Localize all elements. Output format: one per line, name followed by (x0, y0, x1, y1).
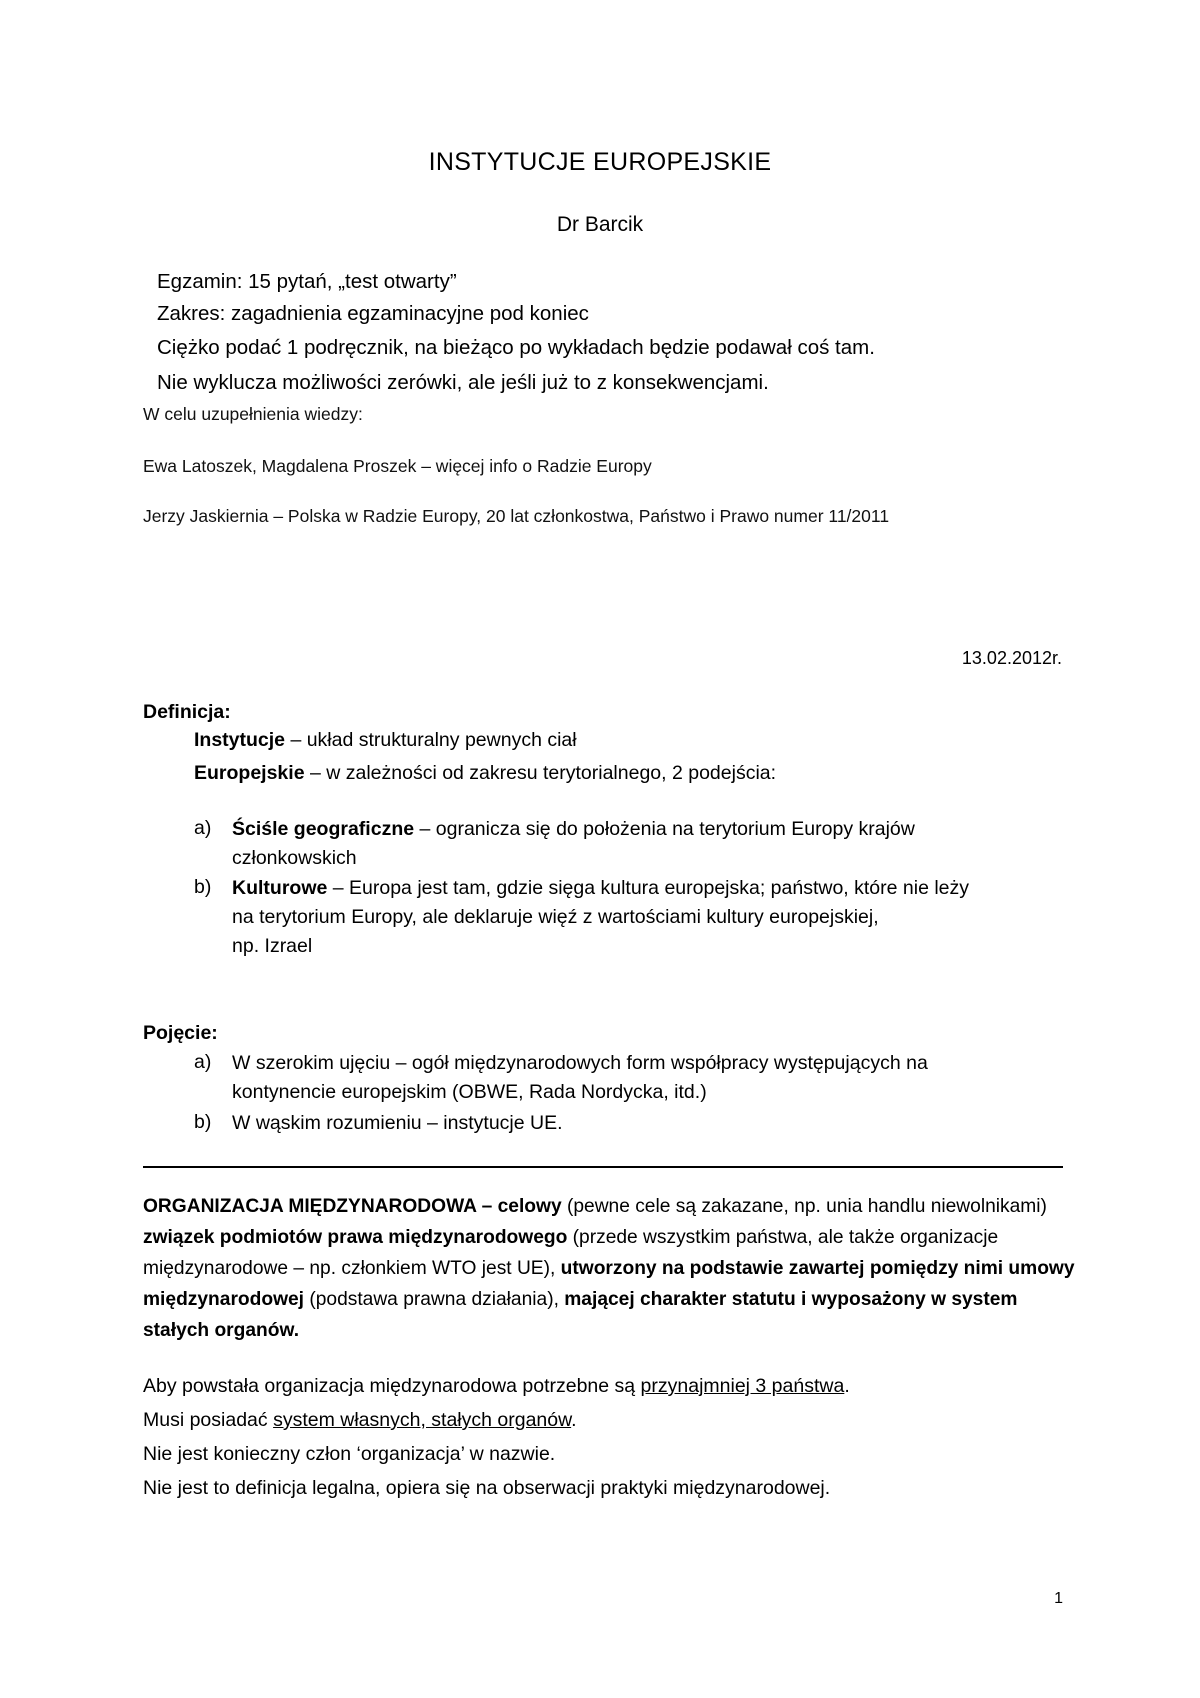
lecture-date: 13.02.2012r. (961, 648, 1062, 668)
horizontal-divider (143, 1166, 1063, 1168)
statement-line: Aby powstała organizacja międzynarodowa potrzebne są przynajmniej 3 państwa. (143, 1375, 850, 1397)
section-heading-pojecie: Pojęcie: (143, 1022, 218, 1044)
definition-europejskie: Europejskie – w zależności od zakresu terytorialnego, 2 podejścia: (194, 762, 777, 784)
list-item: W szerokim ujęciu – ogół międzynarodowych form współpracy występujących na kontynencie europejskim (OBWE, Rada Nordycka, itd.) (232, 1052, 928, 1103)
list-item: Ściśle geograficzne – ogranicza się do położenia na terytorium Europy krajów członkowskich (232, 818, 915, 869)
document-title: INSTYTUCJE EUROPEJSKIE (428, 148, 772, 176)
list-marker: b) (194, 1111, 212, 1133)
list-marker: a) (194, 817, 212, 839)
statement-line: Musi posiadać system własnych, stałych organów. (143, 1409, 577, 1431)
definition-instytucje: Instytucje – układ strukturalny pewnych ciał (194, 729, 577, 751)
list-marker: a) (194, 1051, 212, 1073)
list-item: W wąskim rozumieniu – instytucje UE. (232, 1112, 563, 1134)
organizacja-definition-paragraph: ORGANIZACJA MIĘDZYNARODOWA – celowy (pewne cele są zakazane, np. unia handlu niewolnikami) związek podmiotów prawa międzynarodowego (przede wszystkim państwa, ale także organizacje międzynarodowe – np. członkiem WTO jest UE), utworzony na podstawie zawartej pomiędzy nimi umowy międzynarodowej (podstawa prawna działania), mającej charakter statutu i wyposażony w system stałych organów. (143, 1196, 1075, 1341)
statement-line: Nie jest konieczny człon ‘organizacja’ w nazwie. (143, 1443, 556, 1465)
list-marker: b) (194, 876, 212, 898)
lecturer-name: Dr Barcik (556, 213, 644, 236)
reference-item: Ewa Latoszek, Magdalena Proszek – więcej info o Radzie Europy (143, 456, 652, 476)
reference-item: Jerzy Jaskiernia – Polska w Radzie Europy, 20 lat członkostwa, Państwo i Prawo numer 11/2011 (143, 506, 890, 526)
exam-info-line: Zakres: zagadnienia egzaminacyjne pod koniec (157, 302, 589, 325)
statement-line: Nie jest to definicja legalna, opiera się na obserwacji praktyki międzynarodowej. (143, 1477, 831, 1499)
page-number: 1 (1054, 1590, 1063, 1607)
exam-info-line: Ciężko podać 1 podręcznik, na bieżąco po wykładach będzie podawał coś tam. (157, 336, 875, 359)
references-intro: W celu uzupełnienia wiedzy: (143, 404, 363, 424)
exam-info-line: Egzamin: 15 pytań, „test otwarty” (157, 270, 457, 293)
list-item: Kulturowe – Europa jest tam, gdzie sięga kultura europejska; państwo, które nie leży na terytorium Europy, ale deklaruje więź z wartościami kultury europejskiej, np. Izrael (232, 877, 970, 957)
exam-info-line: Nie wyklucza możliwości zerówki, ale jeśli już to z konsekwencjami. (157, 371, 769, 394)
section-heading-definicja: Definicja: (143, 701, 231, 723)
